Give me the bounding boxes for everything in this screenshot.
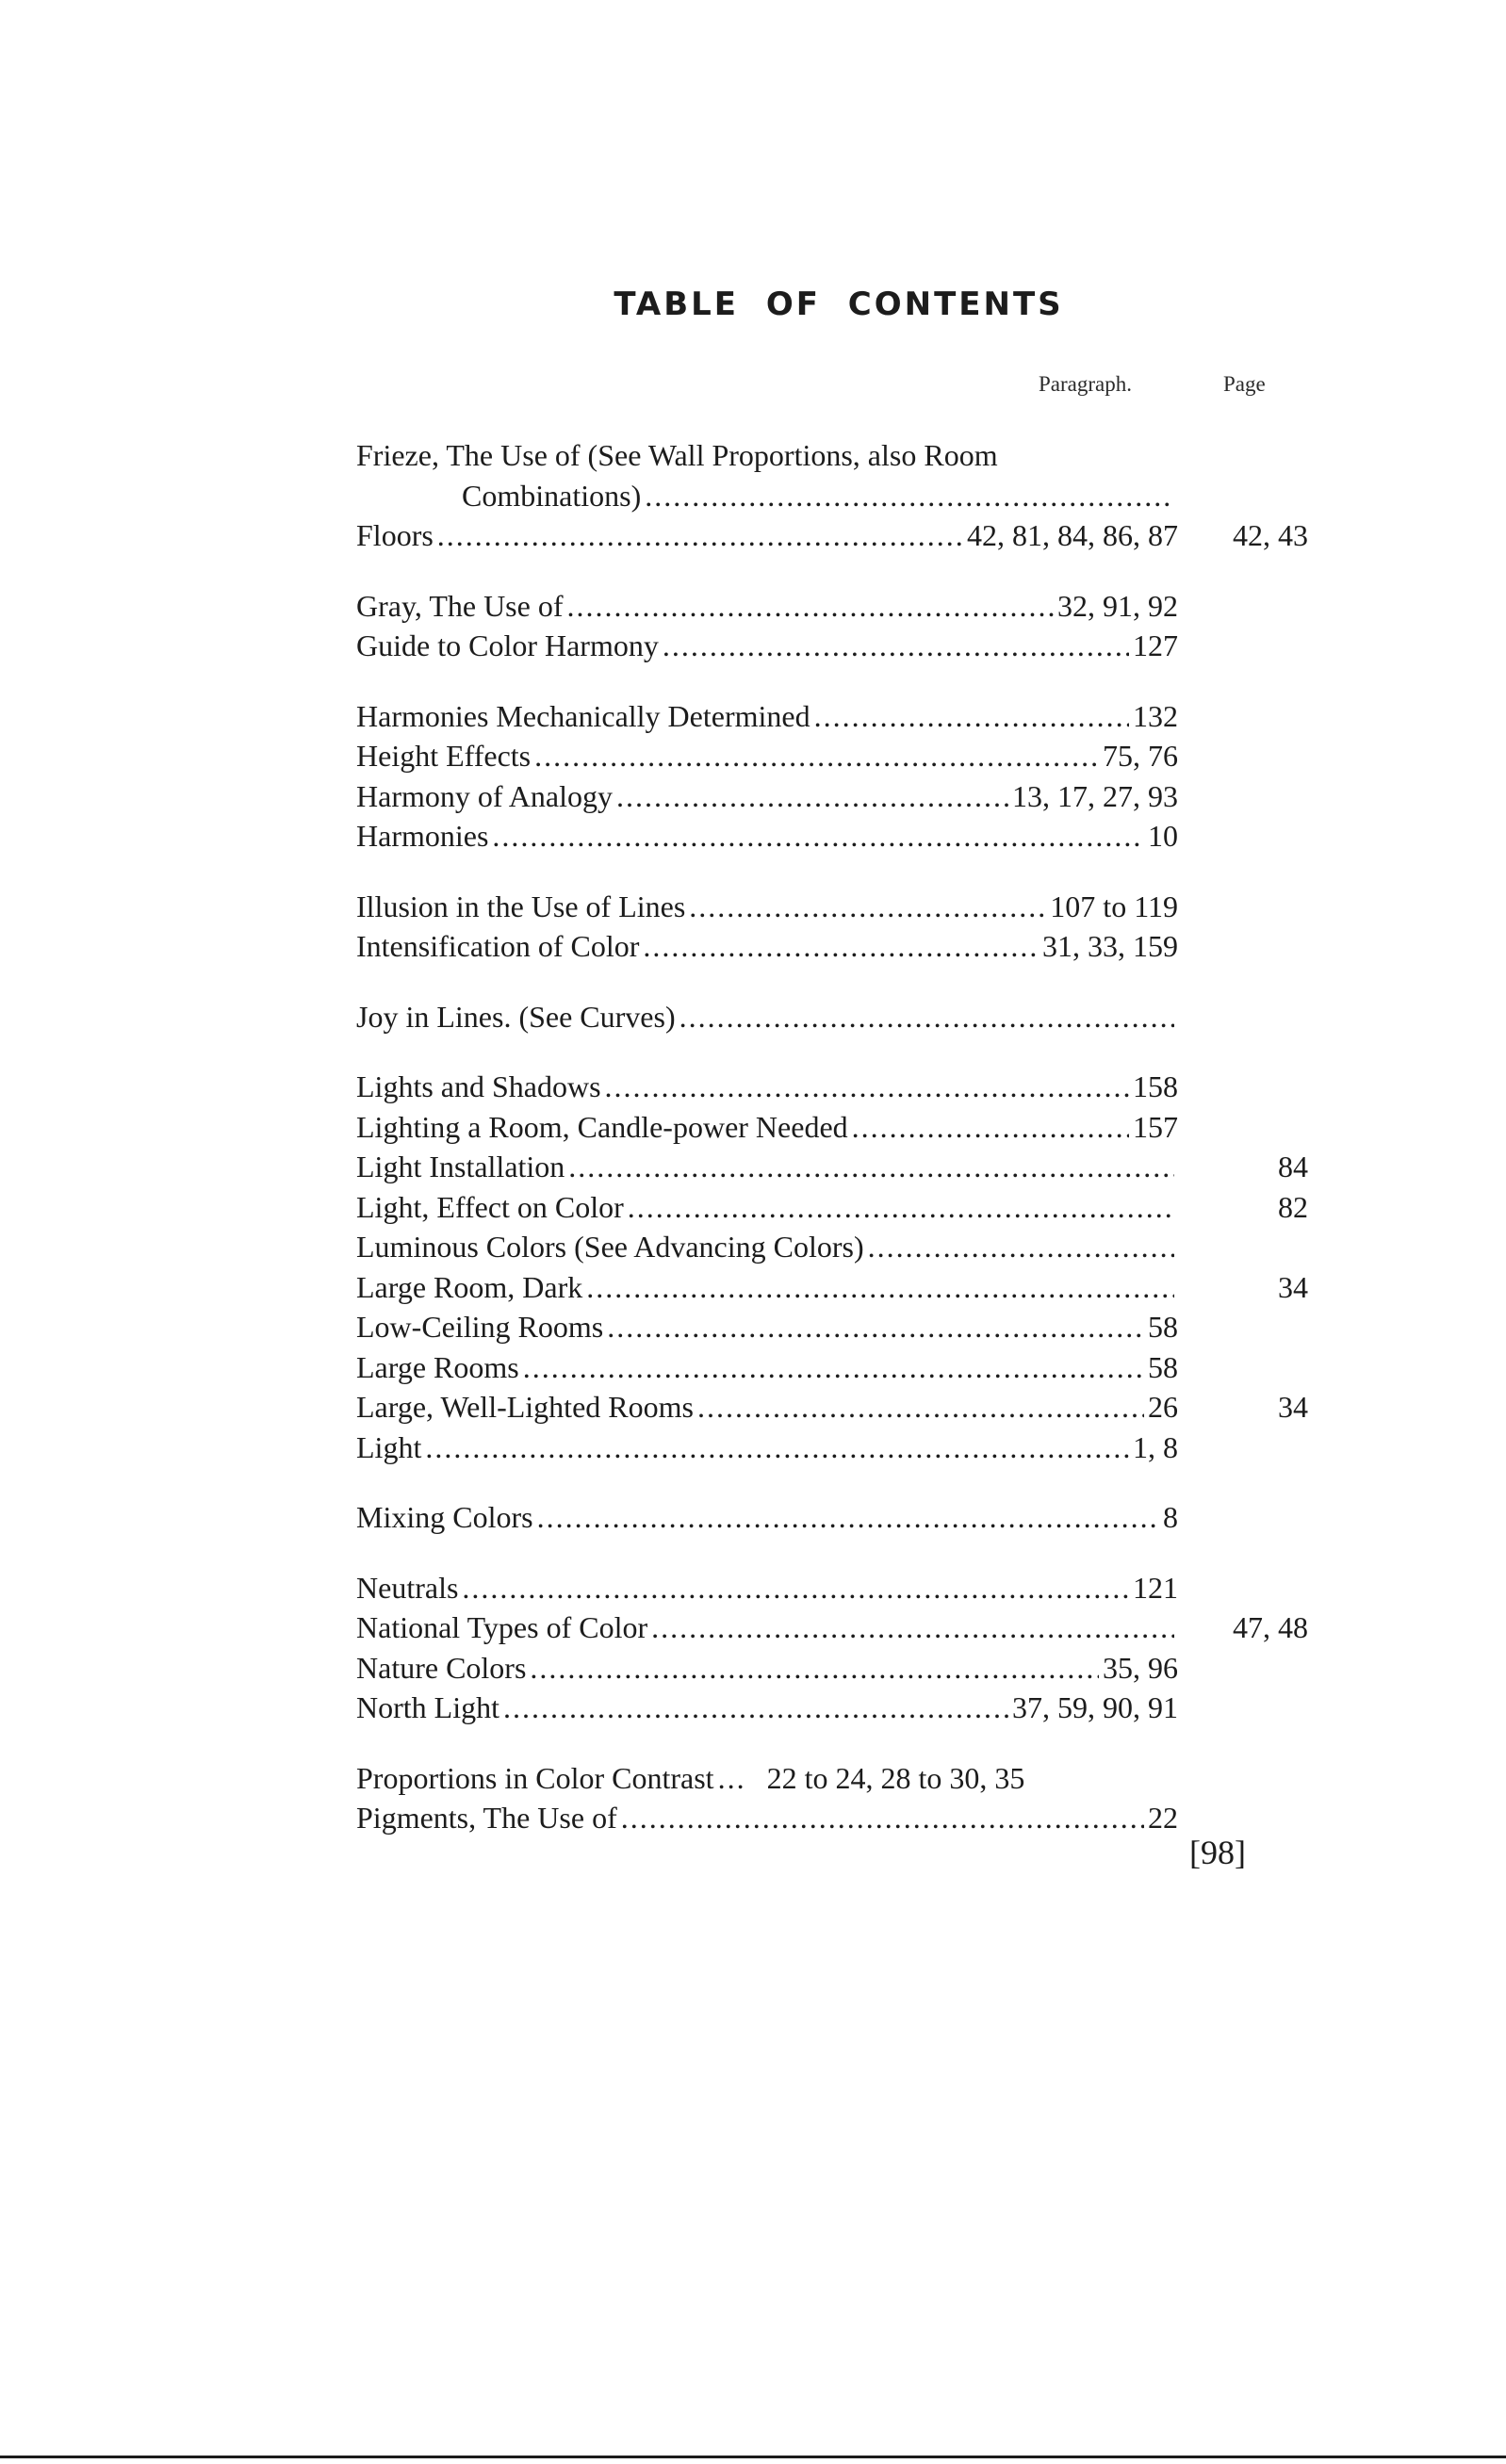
toc-entry xyxy=(356,1568,1308,1608)
toc-entry xyxy=(356,476,1308,516)
toc-entry xyxy=(356,816,1308,857)
toc-entry xyxy=(356,696,1308,737)
dot-leader xyxy=(689,887,1046,927)
toc-entry-paragraph: 35, 96 xyxy=(1103,1650,1178,1685)
toc-entry-main xyxy=(356,515,1178,556)
toc-entry xyxy=(356,776,1308,817)
toc-entry xyxy=(356,1758,1308,1799)
toc-entry-main xyxy=(356,1187,1178,1228)
dot-leader xyxy=(616,776,1008,817)
toc-entry-paragraph: 32, 91, 92 xyxy=(1057,588,1178,623)
toc-entry-label: Harmony of Analogy xyxy=(356,778,613,813)
dot-leader xyxy=(503,1688,1008,1728)
toc-entry-label: Gray, The Use of xyxy=(356,588,564,623)
toc-entry-main xyxy=(356,476,1178,516)
toc-entry-label: Luminous Colors (See Advancing Colors) xyxy=(356,1230,864,1264)
dot-leader xyxy=(697,1387,1144,1428)
toc-group xyxy=(356,696,1308,857)
toc-entry-label: Mixing Colors xyxy=(356,1500,533,1534)
toc-entry-main xyxy=(356,1758,1178,1799)
toc-entry-main xyxy=(356,1387,1178,1428)
toc-entry-label: Harmonies Mechanically Determined xyxy=(356,698,810,733)
toc-entry-paragraph: 1, 8 xyxy=(1133,1429,1178,1464)
page-title: TABLE OF CONTENTS xyxy=(614,286,1064,323)
dot-leader xyxy=(437,515,963,556)
toc-entry xyxy=(356,1267,1308,1308)
toc-entry-label: Floors xyxy=(356,518,434,552)
toc-entry-paragraph: 26 xyxy=(1148,1390,1178,1424)
toc-entry-paragraph: 42, 81, 84, 86, 87 xyxy=(967,518,1178,552)
toc-entry-paragraph: 58 xyxy=(1148,1310,1178,1344)
toc-entry-label: Intensification of Color xyxy=(356,929,640,963)
toc-group xyxy=(356,586,1308,666)
toc-entry-label: Height Effects xyxy=(356,739,532,773)
toc-entry-label: Light xyxy=(356,1429,422,1464)
toc-entry-label: Pigments, The Use of xyxy=(356,1801,617,1835)
toc-entry-paragraph: 13, 17, 27, 93 xyxy=(1012,778,1178,813)
toc-entry-main xyxy=(356,926,1178,967)
toc-entry-main xyxy=(356,1147,1178,1187)
toc-entry-main xyxy=(356,1428,1178,1468)
toc-group xyxy=(356,1067,1308,1467)
toc-entry-paragraph: 127 xyxy=(1133,628,1178,662)
toc-entry-label: Low-Ceiling Rooms xyxy=(356,1310,604,1344)
toc-entry xyxy=(356,515,1308,556)
dot-leader xyxy=(628,1187,1174,1228)
toc-entry-page: 84 xyxy=(1278,1150,1308,1183)
toc-entry xyxy=(356,1187,1308,1228)
toc-entry-main xyxy=(356,1067,1178,1107)
dot-leader xyxy=(537,1497,1159,1538)
dot-leader xyxy=(607,1307,1144,1347)
toc-entry-main xyxy=(356,816,1178,857)
dot-leader xyxy=(605,1067,1129,1107)
dot-leader xyxy=(462,1568,1129,1608)
toc-group xyxy=(356,1758,1308,1838)
dot-leader xyxy=(425,1428,1129,1468)
toc-entry-main xyxy=(356,997,1178,1037)
page-number: [98] xyxy=(1189,1834,1246,1871)
toc-entry-main xyxy=(356,1227,1178,1267)
toc-entry-paragraph: 37, 59, 90, 91 xyxy=(1012,1690,1178,1724)
toc-entry xyxy=(356,997,1308,1037)
toc-entry-paragraph: 132 xyxy=(1133,698,1178,733)
toc-entry-paragraph: 157 xyxy=(1133,1109,1178,1144)
toc-entry-paragraph: 107 to 119 xyxy=(1050,889,1178,923)
toc-entry xyxy=(356,1497,1308,1538)
toc-entry-page: 42, 43 xyxy=(1233,518,1308,552)
toc-entry-page: 34 xyxy=(1278,1269,1308,1304)
toc-entry xyxy=(356,1227,1308,1267)
toc-entry-page: 47, 48 xyxy=(1233,1610,1308,1644)
toc-entry-label: Lighting a Room, Candle-power Needed xyxy=(356,1109,848,1144)
toc-entry-main xyxy=(356,1497,1178,1538)
toc-entry-paragraph: 22 xyxy=(1148,1801,1178,1835)
column-header-paragraph: Paragraph. xyxy=(1039,372,1132,396)
toc-entry-main xyxy=(356,1347,1178,1388)
toc-entry xyxy=(356,1688,1308,1728)
toc-entry xyxy=(356,586,1308,627)
toc-entry-label: Lights and Shadows xyxy=(356,1069,601,1103)
toc-group xyxy=(356,1497,1308,1538)
toc-entry xyxy=(356,1347,1308,1388)
dot-leader xyxy=(566,586,1054,627)
dot-leader xyxy=(663,626,1129,666)
toc-entry-main xyxy=(356,1648,1178,1689)
toc-entry xyxy=(356,1107,1308,1148)
toc-entry-label: Large Room, Dark xyxy=(356,1269,583,1304)
toc-entry xyxy=(356,1307,1308,1347)
toc-entry xyxy=(356,1147,1308,1187)
toc-entry-main xyxy=(356,696,1178,737)
toc-entry-main xyxy=(356,1307,1178,1347)
toc-entry-paragraph: 75, 76 xyxy=(1103,739,1178,773)
toc-entry xyxy=(356,435,1308,476)
toc-entry-main xyxy=(356,1107,1178,1148)
toc-entry-main xyxy=(356,586,1178,627)
toc-entry-label: Illusion in the Use of Lines xyxy=(356,889,686,923)
table-of-contents xyxy=(356,435,1308,1868)
toc-entry-paragraph: 31, 33, 159 xyxy=(1042,929,1178,963)
toc-entry-label: Large, Well-Lighted Rooms xyxy=(356,1390,694,1424)
toc-entry-page: 82 xyxy=(1278,1189,1308,1224)
toc-entry-main xyxy=(356,1607,1178,1648)
toc-entry-label: Proportions in Color Contrast xyxy=(356,1760,714,1795)
toc-entry xyxy=(356,926,1308,967)
toc-entry-label: Nature Colors xyxy=(356,1650,527,1685)
toc-entry-main xyxy=(356,736,1178,776)
toc-entry-label: Harmonies xyxy=(356,819,489,853)
toc-entry xyxy=(356,1648,1308,1689)
toc-entry xyxy=(356,1387,1308,1428)
toc-entry-paragraph: 22 to 24, 28 to 30, 35 xyxy=(766,1760,1025,1795)
toc-entry xyxy=(356,1428,1308,1468)
dot-leader xyxy=(868,1227,1174,1267)
toc-entry xyxy=(356,1798,1308,1838)
dot-leader xyxy=(621,1798,1144,1838)
toc-entry-label: Light, Effect on Color xyxy=(356,1189,624,1224)
dot-leader xyxy=(814,696,1129,737)
toc-group xyxy=(356,887,1308,967)
toc-entry-label: North Light xyxy=(356,1690,499,1724)
toc-entry-main xyxy=(356,776,1178,817)
toc-entry-paragraph: 58 xyxy=(1148,1349,1178,1384)
toc-entry-label: Light Installation xyxy=(356,1150,565,1183)
toc-entry-label: Large Rooms xyxy=(356,1349,519,1384)
dot-leader xyxy=(679,997,1174,1037)
dot-leader xyxy=(523,1347,1144,1388)
toc-entry-paragraph: 10 xyxy=(1148,819,1178,853)
toc-entry-paragraph: 8 xyxy=(1163,1500,1178,1534)
column-header-page: Page xyxy=(1223,372,1266,396)
toc-entry xyxy=(356,626,1308,666)
toc-entry-main xyxy=(356,435,1178,476)
toc-entry-label: Joy in Lines. (See Curves) xyxy=(356,999,676,1034)
dot-leader xyxy=(645,476,1174,516)
toc-entry-label: Guide to Color Harmony xyxy=(356,628,659,662)
toc-entry-main xyxy=(356,626,1178,666)
toc-entry-paragraph: 121 xyxy=(1133,1570,1178,1605)
toc-group xyxy=(356,1568,1308,1728)
dot-leader xyxy=(492,816,1144,857)
toc-group xyxy=(356,997,1308,1037)
dot-leader xyxy=(718,1758,746,1799)
toc-entry-main xyxy=(356,1688,1178,1728)
toc-entry-label: Combinations) xyxy=(462,478,642,513)
toc-entry-main xyxy=(356,1568,1178,1608)
dot-leader xyxy=(568,1147,1174,1187)
toc-entry xyxy=(356,1067,1308,1107)
toc-entry-paragraph: 158 xyxy=(1133,1069,1178,1103)
toc-entry-page: 34 xyxy=(1278,1390,1308,1424)
dot-leader xyxy=(534,736,1099,776)
toc-entry-label: National Types of Color xyxy=(356,1610,648,1644)
toc-entry-main xyxy=(356,1798,1178,1838)
toc-entry xyxy=(356,1607,1308,1648)
toc-entry-main xyxy=(356,1267,1178,1308)
dot-leader xyxy=(586,1267,1174,1308)
toc-group xyxy=(356,435,1308,556)
dot-leader xyxy=(651,1607,1174,1648)
toc-entry xyxy=(356,736,1308,776)
bottom-rule xyxy=(0,2456,1506,2458)
toc-entry xyxy=(356,887,1308,927)
dot-leader xyxy=(852,1107,1129,1148)
toc-entry-label: Neutrals xyxy=(356,1570,459,1605)
toc-entry-label: Frieze, The Use of (See Wall Proportions, also Room xyxy=(356,438,998,472)
dot-leader xyxy=(530,1648,1099,1689)
dot-leader xyxy=(643,926,1039,967)
toc-entry-main xyxy=(356,887,1178,927)
